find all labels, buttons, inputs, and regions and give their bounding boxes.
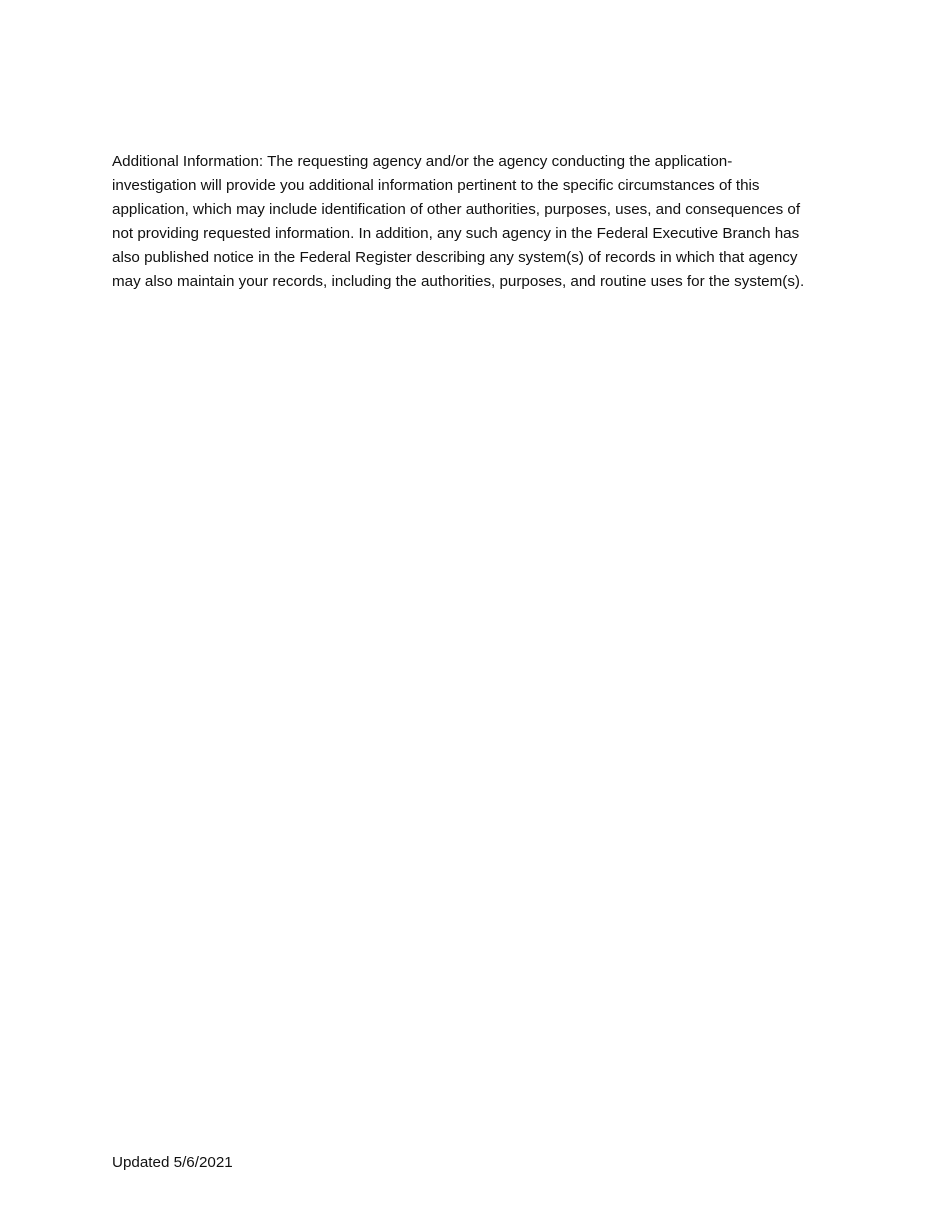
paragraph-line: also published notice in the Federal Register describing any system(s) of records in which that agency xyxy=(112,249,798,266)
paragraph-line: application, which may include identification of other authorities, purposes, uses, and consequences of xyxy=(112,201,801,218)
updated-date-footer: Updated 5/6/2021 xyxy=(112,1154,233,1171)
paragraph-line: not providing requested information. In addition, any such agency in the Federal Executive Branch has xyxy=(112,225,800,242)
paragraph-line: Additional Information: The requesting agency and/or the agency conducting the application- xyxy=(112,153,733,170)
additional-information-paragraph xyxy=(112,150,840,294)
paragraph-line: investigation will provide you additional information pertinent to the specific circumstances of this xyxy=(112,177,760,194)
paragraph-line: may also maintain your records, including the authorities, purposes, and routine uses for the system(s). xyxy=(112,273,805,290)
